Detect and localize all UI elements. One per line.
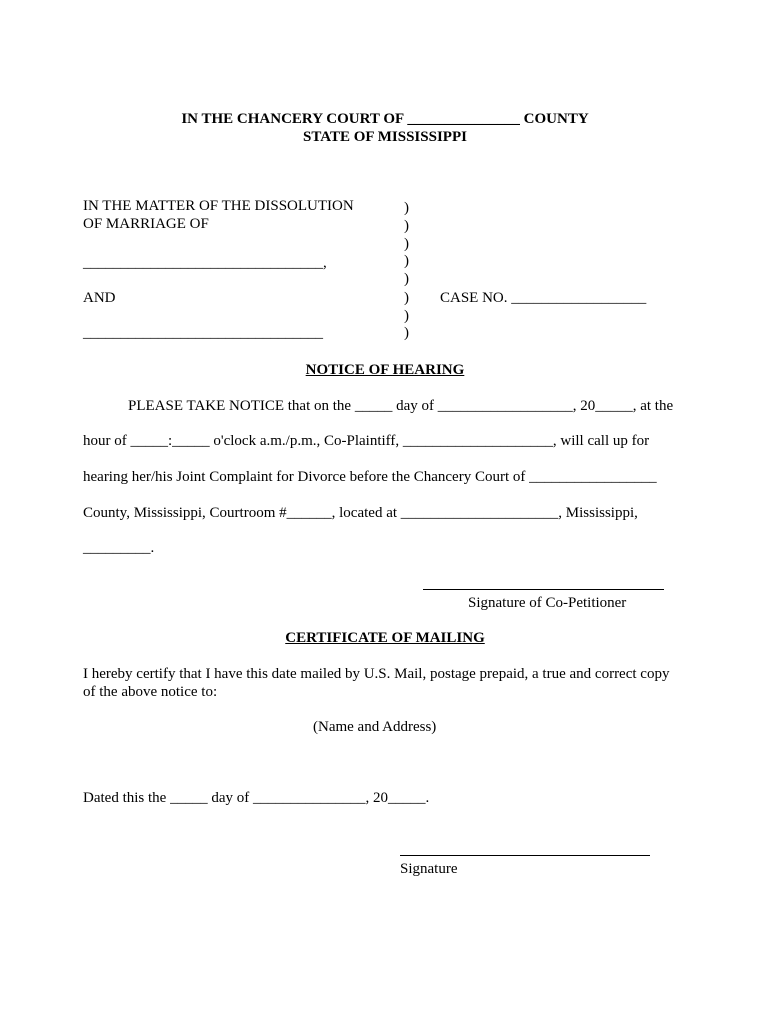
caption-paren: ) bbox=[404, 200, 409, 216]
caption-paren: ) bbox=[404, 271, 409, 287]
certificate-line-1: I hereby certify that I have this date mailed by U.S. Mail, postage prepaid, a true and correct copy bbox=[83, 666, 670, 682]
co-petitioner-signature-label: Signature of Co-Petitioner bbox=[468, 595, 627, 611]
and-label: AND bbox=[83, 290, 116, 306]
matter-line-2: OF MARRIAGE OF bbox=[83, 216, 209, 232]
case-number: CASE NO. __________________ bbox=[440, 290, 647, 306]
name-and-address: (Name and Address) bbox=[313, 719, 437, 735]
signature-line bbox=[400, 855, 650, 856]
caption-paren: ) bbox=[404, 236, 409, 252]
notice-line-3: hearing her/his Joint Complaint for Divorce before the Chancery Court of _________________ bbox=[83, 469, 657, 485]
signature-label: Signature bbox=[400, 861, 458, 877]
caption-paren: ) bbox=[404, 308, 409, 324]
co-petitioner-signature-line bbox=[423, 589, 664, 590]
caption-paren: ) bbox=[404, 290, 409, 306]
court-heading: IN THE CHANCERY COURT OF _______________ COUNTY bbox=[181, 111, 589, 127]
caption-paren: ) bbox=[404, 325, 409, 341]
notice-line-1: PLEASE TAKE NOTICE that on the _____ day of __________________, 20_____, at the bbox=[128, 398, 674, 414]
caption-paren: ) bbox=[404, 253, 409, 269]
notice-line-4: County, Mississippi, Courtroom #______, located at _____________________, Mississippi, bbox=[83, 505, 638, 521]
party-2-blank: ________________________________ bbox=[83, 325, 323, 341]
dated-line: Dated this the _____ day of _______________, 20_____. bbox=[83, 790, 430, 806]
certificate-title: CERTIFICATE OF MAILING bbox=[285, 630, 485, 646]
caption-paren: ) bbox=[404, 218, 409, 234]
matter-line-1: IN THE MATTER OF THE DISSOLUTION bbox=[83, 198, 354, 214]
notice-title: NOTICE OF HEARING bbox=[305, 362, 465, 378]
party-1-blank: ________________________________, bbox=[83, 255, 327, 271]
certificate-line-2: of the above notice to: bbox=[83, 684, 218, 700]
notice-line-2: hour of _____:_____ o'clock a.m./p.m., Co-Plaintiff, ____________________, will call up for bbox=[83, 433, 650, 449]
state-heading: STATE OF MISSISSIPPI bbox=[303, 129, 467, 145]
notice-line-5: _________. bbox=[83, 540, 155, 556]
